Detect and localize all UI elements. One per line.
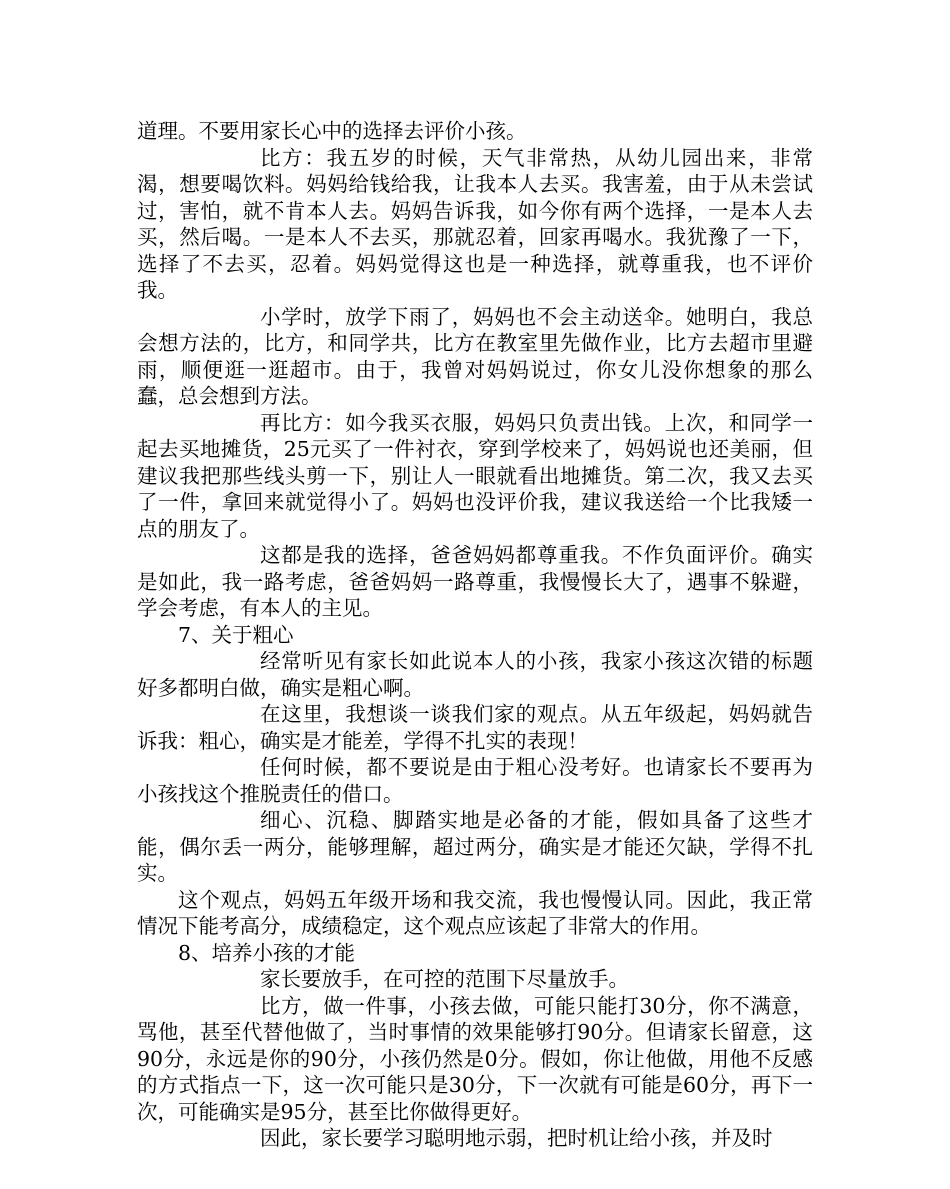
paragraph: 道理。不要用家长心中的选择去评价小孩。 [137, 119, 527, 143]
paragraph: 任何时候，都不要说是由于粗心没考好。也请家长不要再为小孩找这个推脱责任的借口。 [137, 755, 813, 806]
paragraph: 小学时，放学下雨了，妈妈也不会主动送伞。她明白，我总会想方法的，比方，和同学共，比方在教室里先做作业，比方去超市里避雨，顺便逛一逛超市。由于，我曾对妈妈说过，你女儿没你想象的那么蠢，总会想到方法。 [137, 304, 813, 408]
paragraph: 这都是我的选择，爸爸妈妈都尊重我。不作负面评价。确实是如此，我一路考虑，爸爸妈妈一路尊重，我慢慢长大了，遇事不躲避，学会考虑，有本人的主见。 [137, 543, 813, 620]
paragraph: 再比方：如今我买衣服，妈妈只负责出钱。上次，和同学一起去买地摊货，25元买了一件衬衣，穿到学校来了，妈妈说也还美丽，但建议我把那些线头剪一下，别让人一眼就看出地摊货。第二次，我又去买了一件，拿回来就觉得小了。妈妈也没评价我，建议我送给一个比我矮一点的朋友了。 [137, 410, 813, 541]
paragraph: 比方：我五岁的时候，天气非常热，从幼儿园出来，非常渴，想要喝饮料。妈妈给钱给我，让我本人去买。我害羞，由于从未尝试过，害怕，就不肯本人去。妈妈告诉我，如今你有两个选择，一是本人去买，然后喝。一是本人不去买，那就忍着，回家再喝水。我犹豫了一下，选择了不去买，忍着。妈妈觉得这也是一种选择，就尊重我，也不评价我。 [137, 145, 813, 302]
paragraph: 细心、沉稳、脚踏实地是必备的才能，假如具备了这些才能，偶尔丢一两分，能够理解，超过两分，确实是才能还欠缺，学得不扎实。 [137, 808, 813, 885]
paragraph: 这个观点，妈妈五年级开场和我交流，我也慢慢认同。因此，我正常情况下能考高分，成绩稳定，这个观点应该起了非常大的作用。 [137, 887, 813, 938]
section-heading: 8、培养小孩的才能 [178, 940, 356, 965]
paragraph: 家长要放手，在可控的范围下尽量放手。 [260, 967, 629, 991]
paragraph: 在这里，我想谈一谈我们家的观点。从五年级起，妈妈就告诉我：粗心，确实是才能差，学得不扎实的表现！ [137, 702, 813, 753]
paragraph: 经常听见有家长如此说本人的小孩，我家小孩这次错的标题好多都明白做，确实是粗心啊。 [137, 649, 813, 700]
section-heading: 7、关于粗心 [178, 622, 294, 647]
document-body [137, 118, 813, 1152]
paragraph: 比方，做一件事，小孩去做，可能只能打30分，你不满意，骂他，甚至代替他做了，当时事情的效果能够打90分。但请家长留意，这90分，永远是你的90分，小孩仍然是0分。假如，你让他做，用他不反感的方式指点一下，这一次可能只是30分，下一次就有可能是60分，再下一次，可能确实是95分，甚至比你做得更好。 [137, 993, 813, 1124]
paragraph: 因此，家长要学习聪明地示弱，把时机让给小孩，并及时 [260, 1126, 773, 1150]
